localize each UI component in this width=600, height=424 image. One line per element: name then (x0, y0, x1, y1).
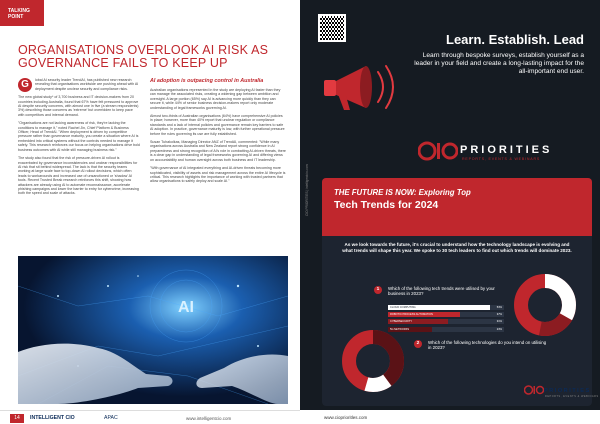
report-card (322, 178, 592, 406)
ad-headline: Learn. Establish. Lead (446, 32, 584, 47)
ai-robot-photo (18, 256, 288, 404)
survey-bar-label: CLOUD COMPUTING (390, 306, 416, 309)
page-footer (300, 410, 600, 424)
donut-chart-1 (510, 270, 580, 340)
survey-bar-value: 31% (496, 320, 502, 324)
survey-bar-label: ROBOTIC PROCESS AUTOMATION (390, 313, 433, 317)
magazine-region: APAC (104, 415, 118, 421)
article-column-2 (150, 78, 286, 188)
ad-subtext: Learn through bespoke surveys, establish yourself as a leader in your field and create a long-lasting impact for the all-important end user. (414, 52, 584, 75)
section-subhead: AI adoption is outpacing control in Australia (150, 78, 264, 84)
report-title-line-2: Tech Trends for 2024 (334, 199, 439, 211)
priorities-logo-subtitle: REPORTS, EVENTS & WEBINARS (462, 157, 541, 161)
paragraph: "Organisations are not lacking awareness of risk, they're lacking the conditions to manage it," noted Rachel Jin, Chief Platform & Business Officer, Head of TrendAI. "When deployment is driven by competitive pressure rather than governance maturity, you create a situation where AI is embedded into critical systems without the controls needed to manage it safely. This research reinforces our focus on helping organisations drive bold business outcomes with AI while still managing business risk." (18, 121, 140, 152)
article-column-1 (18, 78, 140, 200)
cio-logo-icon (418, 140, 458, 162)
report-card-header (322, 178, 592, 236)
question-number: 2 (414, 340, 422, 348)
question-text: Which of the following tech trends were utilised by your business in 2023? (388, 286, 495, 297)
survey-bar (388, 319, 504, 324)
priorities-logo-title: PRIORITIES (460, 144, 553, 156)
survey-bar (388, 312, 504, 317)
footer-logo-title: PRIORITIES (544, 388, 591, 394)
page-number: 14 (10, 414, 24, 423)
magazine-brand: INTELLIGENT CIO (30, 415, 75, 421)
megaphone-icon (316, 52, 406, 122)
section-tag: TALKING POINT (0, 0, 44, 26)
survey-bar-value: 53% (496, 306, 502, 309)
paragraph: The new global study* of 3,700 business and IT decision-makers from 20 countries including Australia, found that 67% have felt pressured to approve AI despite security concerns, with almost one in five (a stream respondents) 3%) describing those concerns as 'extreme' but overridden to keep pace with competitors and internal demand. (18, 95, 139, 117)
website-link[interactable]: www.intelligentcio.com (186, 416, 232, 421)
footer-logo-subtitle: REPORTS, EVENTS & WEBINARS (545, 395, 599, 398)
page-footer (0, 410, 300, 424)
question-number: 1 (374, 286, 382, 294)
paragraph: "With governance of AI integrated everything and AI-driven threats becoming more sophisticated, visibility of assets and risk management across the entire AI lifecycle is critical. This research highlights the importance of working with trusted partners that allow organisations to safely deploy and scale AI." (150, 166, 286, 184)
article-headline: ORGANISATIONS OVERLOOK AI RISK AS GOVERNANCE FAILS TO KEEP UP (18, 43, 269, 70)
ai-glyph: AI (178, 299, 194, 316)
cio-footer-logo-icon (524, 384, 544, 396)
survey-bar-label: CYBERSECURITY (390, 320, 413, 324)
vertical-credit: CIO PRIORITIES | intelligentcio.com (305, 164, 309, 216)
paragraph: The study also found that the risk of pressure-driven AI rollout is exacerbated by governance inconsistencies and unclear responsibilities for AI risk that sit behind widespread. The lack is that the security teams working at large scale face to top-down AI rollout decisions, which often leads to workarounds and increased use of unsanctioned or 'shadow' AI tools. Recent Trusted Break research reinforces this shift, showing how attackers are already using AI to automate reconnaissance, accelerate phishing campaigns and lower the barrier to entry for cybercrime, increasing both the speed and scale of attacks. (18, 156, 139, 196)
survey-bar (388, 305, 504, 310)
dropcap: G (18, 78, 32, 92)
right-page-advert (300, 0, 600, 424)
paragraph: Almost two-thirds of Australian organisations (64%) have comprehensive AI policies in place; however, more than 40% report that unclear regulation or compliance standards and a lack of internal policies and governance remain key barriers to safe AI adoption. In practice, governance maturity is low, with further operational pressure before the rules governing its use are fully established. (150, 114, 285, 136)
survey-bar-value: 37% (496, 313, 502, 317)
question-text: Which of the following technologies do you intend on utilising in 2023? (428, 340, 547, 351)
paragraph: Susan Tuhakolkas, Managing Director ANZ of TrendAI, commented: "While many organisations across Australia and New Zealand report strong confidence in AI preparedness and strong recognition of AI's role in combatting AI-driven threats, there is a clear gap in understanding of legal frameworks governing AI and differing views on accountability and human oversight across both business and IT leadership. (150, 140, 286, 162)
donut-chart-2 (338, 326, 408, 396)
report-intro: As we look towards the future, it's crucial to understand how the technology landscape is evolving and what trends will shape this year. We spoke to 30 tech leaders to find out which trends will dominate 2023. (342, 242, 572, 253)
paragraph: Australian organisations represented in the study are deploying AI faster than they can manage the associated risks, creating a widening gap between ambition and oversight. A large portion (65%) say AI is advancing more quickly than they can secure it, while 44% of senior business decision-makers report only moderate understanding of legal frameworks governing AI. (150, 88, 281, 110)
survey-bar-label: 5G NETWORKS (390, 327, 410, 331)
website-link[interactable]: www.cioprioritles.com (324, 415, 368, 420)
paragraph: G lobal AI security leader TrendAI, has published new research revealing that organisations worldwide are pushing ahead with AI deployment despite unclear security and compliance risks. (18, 78, 140, 91)
survey-bar-value: 23% (496, 327, 502, 331)
qr-code[interactable] (318, 14, 346, 42)
report-title-line-1: THE FUTURE IS NOW: Exploring Top (334, 188, 471, 197)
